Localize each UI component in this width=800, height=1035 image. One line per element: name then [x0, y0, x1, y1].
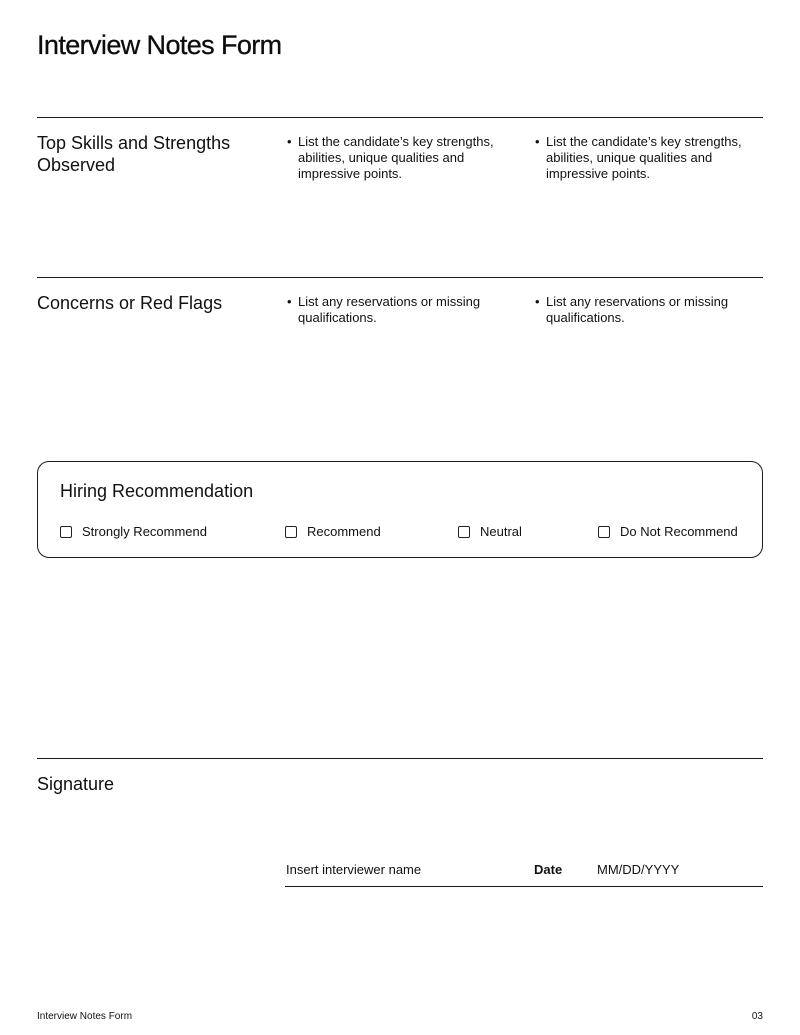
footer-document-name: Interview Notes Form [37, 1011, 133, 1022]
date-field[interactable]: MM/DD/YYYY [597, 862, 680, 877]
skills-note-column-2[interactable] [534, 134, 759, 182]
option-label: Neutral [480, 524, 522, 539]
option-strongly-recommend[interactable] [60, 524, 207, 539]
footer-page-number: 03 [751, 1011, 763, 1022]
checkbox-icon[interactable] [458, 526, 470, 538]
option-label: Do Not Recommend [620, 524, 738, 539]
checkbox-icon[interactable] [285, 526, 297, 538]
checkbox-icon[interactable] [598, 526, 610, 538]
concerns-note-column-2[interactable] [534, 294, 759, 326]
skills-heading: Top Skills and Strengths Observed [37, 133, 231, 175]
option-label: Recommend [307, 524, 381, 539]
interviewer-name-field[interactable]: Insert interviewer name [286, 862, 422, 877]
skills-note-column-1[interactable] [286, 134, 511, 182]
section-divider-concerns [37, 277, 763, 278]
date-label: Date [534, 862, 563, 877]
concerns-note-text-2: List any reservations or missing qualifications. [546, 294, 729, 325]
bullet-icon: • [287, 294, 292, 309]
bullet-icon: • [535, 134, 540, 149]
option-neutral[interactable] [458, 524, 522, 539]
bullet-icon: • [287, 134, 292, 149]
concerns-note-column-1[interactable] [286, 294, 511, 326]
skills-note-text-1: List the candidate’s key strengths, abilities, unique qualities and impressive points. [298, 134, 494, 181]
skills-note-text-2: List the candidate’s key strengths, abilities, unique qualities and impressive points. [546, 134, 742, 181]
concerns-note-text-1: List any reservations or missing qualifications. [298, 294, 481, 325]
checkbox-icon[interactable] [60, 526, 72, 538]
option-label: Strongly Recommend [82, 524, 207, 539]
bullet-icon: • [535, 294, 540, 309]
option-recommend[interactable] [285, 524, 381, 539]
signature-heading: Signature [37, 774, 115, 794]
hiring-recommendation-box [37, 461, 763, 558]
hiring-recommendation-title: Hiring Recommendation [60, 481, 254, 501]
signature-line [285, 886, 763, 887]
section-divider-signature [37, 758, 763, 759]
concerns-heading: Concerns or Red Flags [37, 293, 223, 313]
option-do-not-recommend[interactable] [598, 524, 738, 539]
page-title: Interview Notes Form [37, 30, 282, 60]
section-divider-skills [37, 117, 763, 118]
